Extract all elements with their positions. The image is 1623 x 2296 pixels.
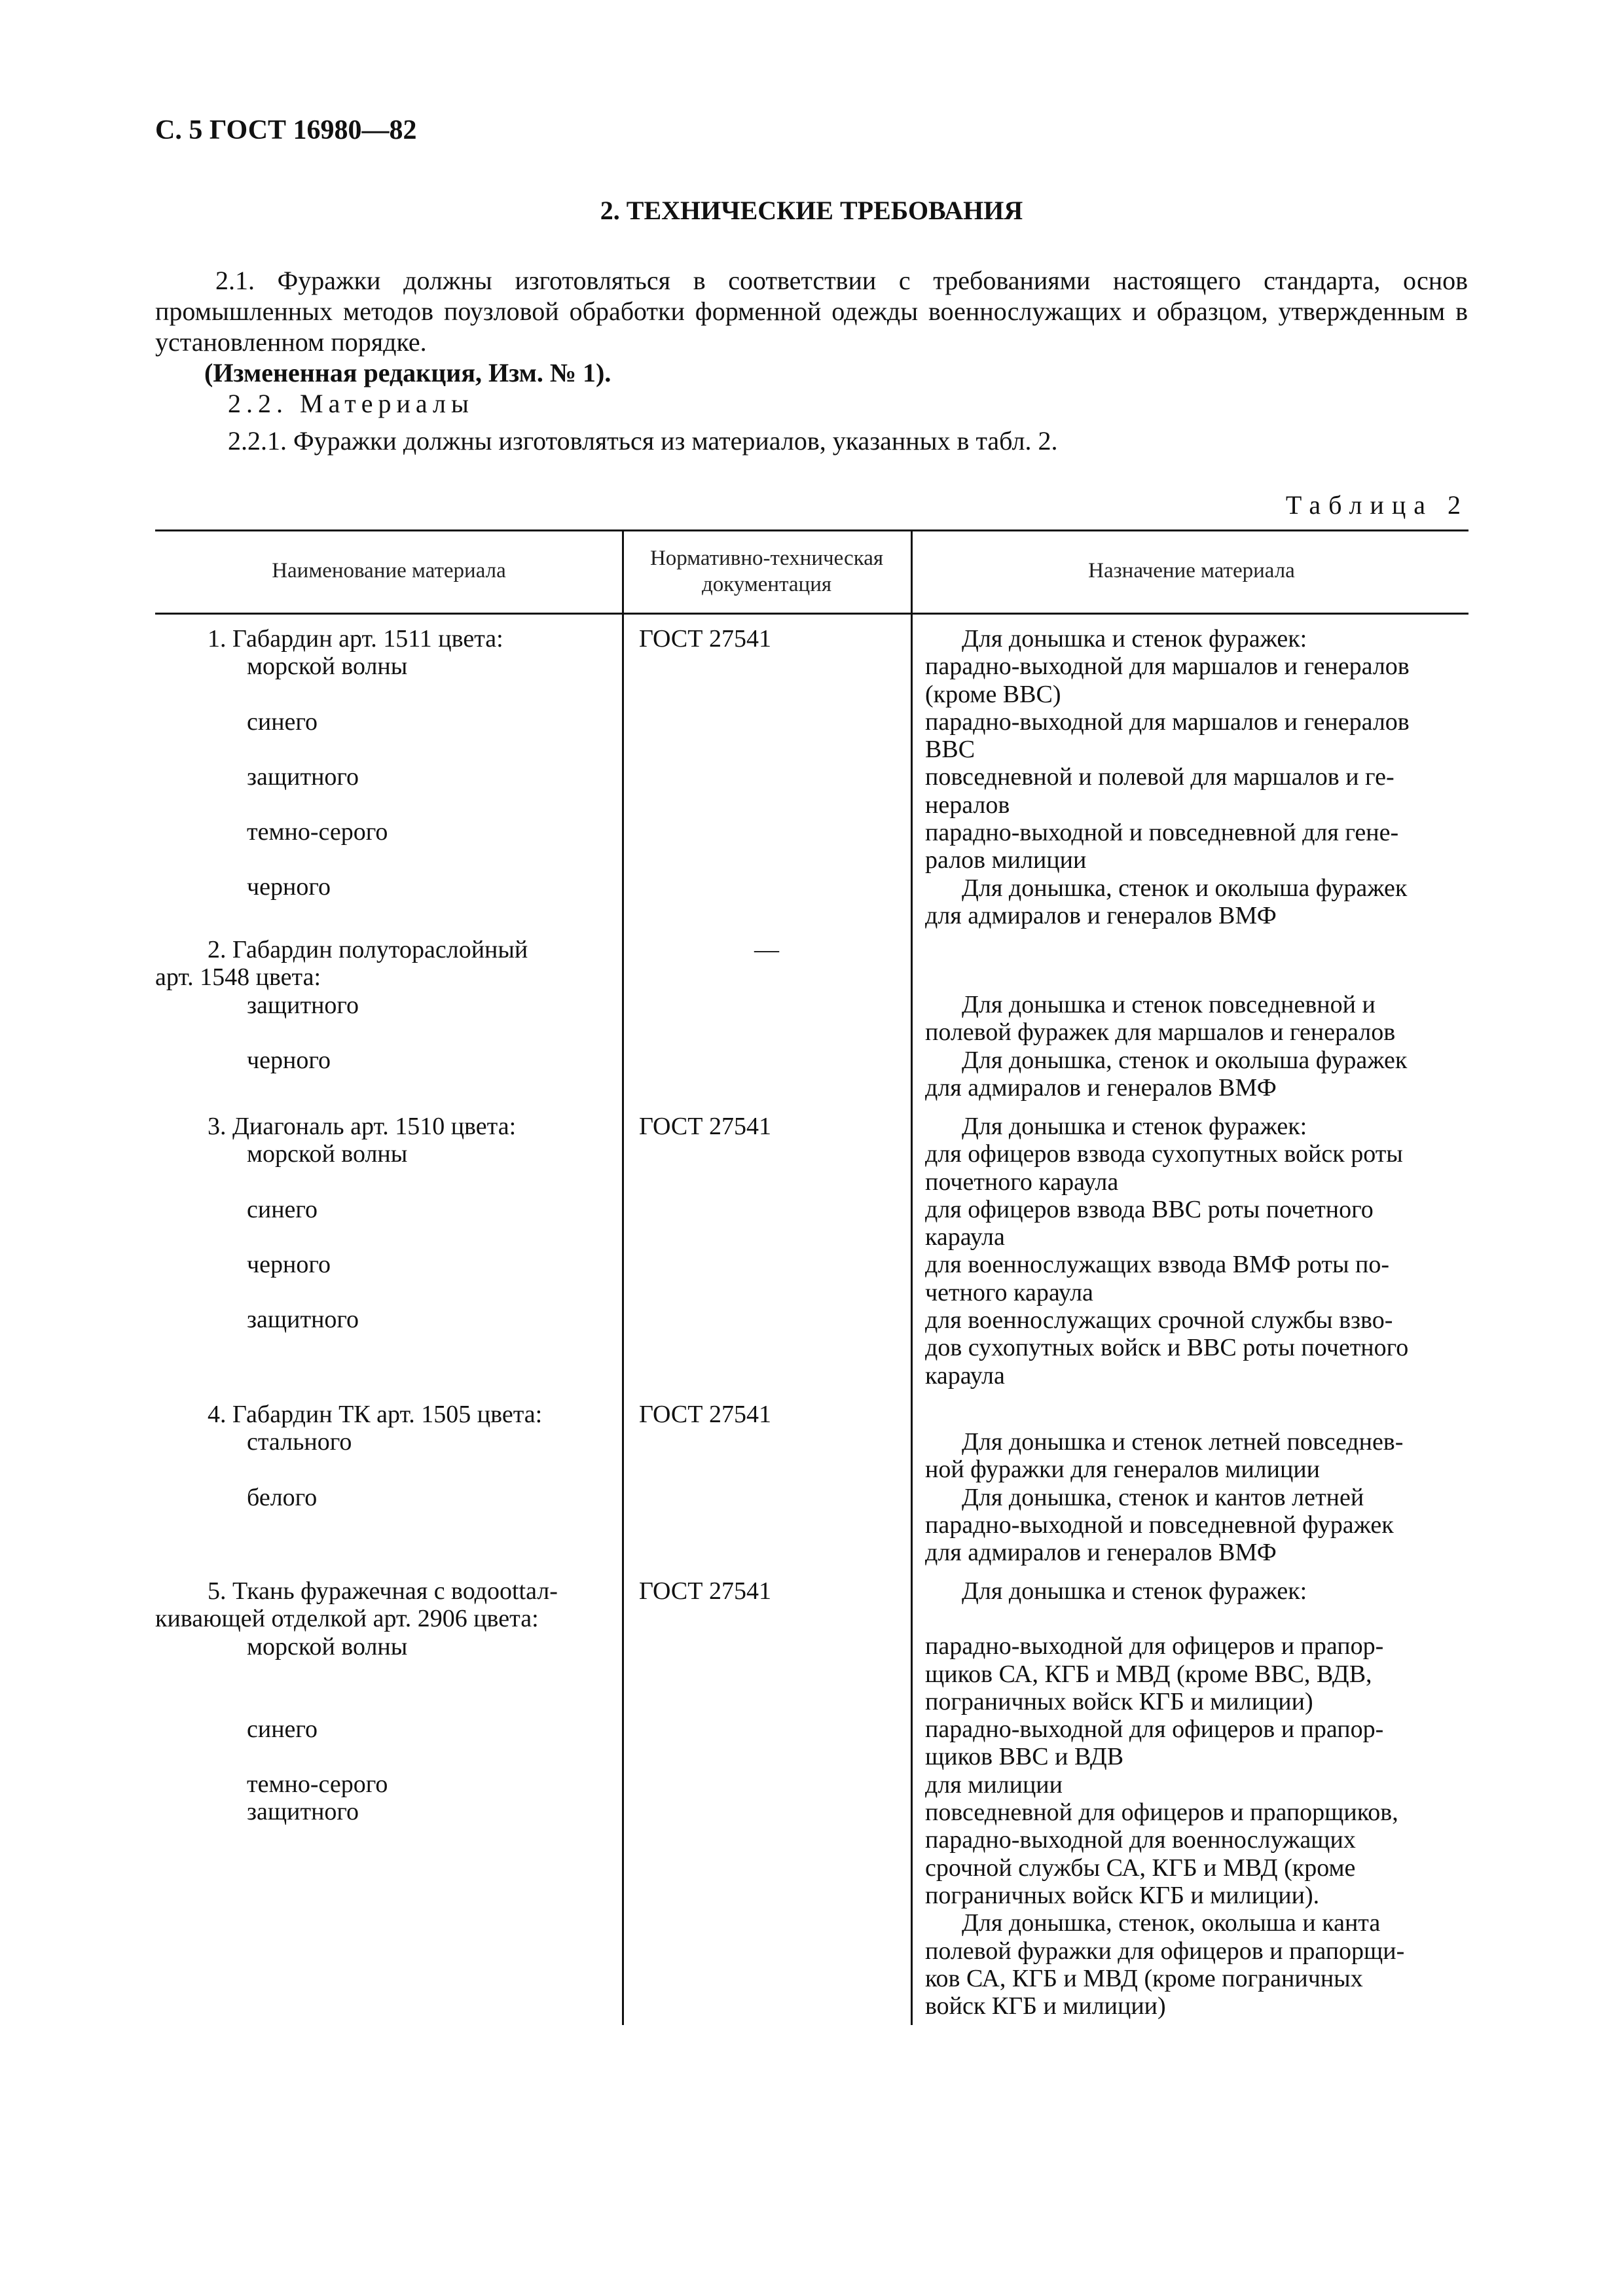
row-1-purpose	[925, 625, 1468, 929]
table-caption: Таблица 2	[1285, 490, 1468, 520]
text-line: морской волны	[247, 653, 408, 681]
text-line: синего	[247, 1195, 318, 1223]
section-title: 2. ТЕХНИЧЕСКИЕ ТРЕБОВАНИЯ	[600, 196, 1023, 225]
text-line: стального	[247, 1428, 352, 1456]
text-line: повседневной для офицеров и прапорщиков,	[925, 1799, 1398, 1827]
row-2-material	[155, 936, 613, 1074]
text-line: Для донышка, стенок и кантов летней	[962, 1483, 1364, 1511]
text-line: черного	[247, 873, 331, 901]
table-top-rule	[155, 529, 1468, 531]
text-line	[155, 1743, 613, 1770]
text-line: пограничных войск КГБ и милиции).	[925, 1881, 1320, 1909]
text-line: почетного караула	[925, 1168, 1119, 1196]
text-line: Для донышка и стенок фуражек:	[962, 1113, 1307, 1140]
text-line: кивающей отделкой арт. 2906 цвета:	[155, 1605, 539, 1633]
text-line	[155, 791, 613, 818]
text-line: Для донышка и стенок фуражек:	[962, 625, 1307, 653]
text-line: парадно-выходной для офицеров и прапор-	[925, 1715, 1384, 1744]
row-3-material	[155, 1113, 613, 1333]
text-line: арт. 1548 цвета:	[155, 963, 321, 992]
text-line: парадно-выходной и повседневной фуражек	[925, 1511, 1394, 1539]
text-line	[155, 1660, 613, 1688]
row-5-material	[155, 1577, 613, 1826]
row-1-doc: ГОСТ 27541	[639, 625, 771, 653]
text-line: Для донышка, стенок, околыша и канта	[962, 1909, 1381, 1937]
amendment-note: (Измененная редакция, Изм. № 1).	[204, 358, 611, 387]
paragraph-2-1: 2.1. Фуражки должны изготовляться в соответствии с требованиями настоящего стандарта, основ промышленных методов поузловой обработки форменной одежды военнослужащих и образцом, утвержденным в установленном порядке.	[155, 266, 1468, 357]
text-line: для адмиралов и генералов ВМФ	[925, 901, 1277, 929]
text-line: Для донышка и стенок фуражек:	[962, 1577, 1307, 1605]
text-line: черного	[247, 1046, 331, 1074]
text-line: темно-серого	[247, 1770, 388, 1799]
text-line: Для донышка и стенок летней повседнев-	[962, 1428, 1404, 1456]
text-line	[155, 846, 613, 873]
text-line	[925, 963, 1468, 991]
text-line: синего	[247, 708, 318, 736]
text-line: 2. Габардин полутораслойный	[208, 936, 528, 963]
row-1-material	[155, 625, 613, 901]
text-line	[155, 1688, 613, 1715]
row-5-doc: ГОСТ 27541	[639, 1577, 771, 1605]
text-line: ВВС	[925, 736, 976, 764]
text-line: повседневной и полевой для маршалов и ге-	[925, 763, 1395, 791]
text-line: морской волны	[247, 1140, 408, 1168]
text-line	[925, 1605, 1468, 1632]
text-line: срочной службы СА, КГБ и МВД (кроме	[925, 1854, 1356, 1882]
text-line: для военнослужащих взвода ВМФ роты по-	[925, 1251, 1389, 1279]
text-line: ной фуражки для генералов милиции	[925, 1456, 1320, 1484]
text-line: караула	[925, 1361, 1005, 1390]
page-header: С. 5 ГОСТ 16980—82	[155, 115, 417, 145]
paragraph-2-2-1: 2.2.1. Фуражки должны изготовляться из материалов, указанных в табл. 2.	[228, 426, 1058, 456]
table-header-rule	[155, 613, 1468, 615]
text-line: защитного	[247, 1798, 359, 1826]
text-line: 5. Ткань фуражечная с водоottал-	[208, 1577, 558, 1605]
text-line: нералов	[925, 791, 1010, 819]
text-line	[155, 681, 613, 708]
text-line: парадно-выходной и повседневной для гене-	[925, 819, 1399, 847]
text-line: Для донышка и стенок повседневной и	[962, 991, 1376, 1018]
text-line: щиков ВВС и ВДВ	[925, 1743, 1124, 1771]
row-3-purpose	[925, 1113, 1468, 1390]
text-line: 1. Габардин арт. 1511 цвета:	[208, 625, 503, 653]
text-line	[155, 736, 613, 763]
text-line: дов сухопутных войск и ВВС роты почетного	[925, 1334, 1409, 1362]
row-3-doc: ГОСТ 27541	[639, 1113, 771, 1140]
text-line: 4. Габардин ТК арт. 1505 цвета:	[208, 1401, 543, 1428]
text-line: черного	[247, 1250, 331, 1278]
table-col-divider-1	[622, 529, 624, 2025]
row-5-purpose	[925, 1577, 1468, 2020]
row-4-doc: ГОСТ 27541	[639, 1401, 771, 1428]
text-line: парадно-выходной для маршалов и генералов	[925, 653, 1410, 681]
paragraph-2-2: 2.2. Материалы	[228, 389, 474, 418]
text-line: войск КГБ и милиции)	[925, 1992, 1166, 2020]
text-line	[155, 1456, 613, 1484]
header-documentation: Нормативно-техническая документация	[649, 547, 884, 596]
row-2-purpose	[925, 936, 1468, 1102]
text-line	[925, 1401, 1468, 1428]
text-line	[925, 936, 1468, 963]
text-line: парадно-выходной для военнослужащих	[925, 1826, 1356, 1854]
text-line: для офицеров взвода сухопутных войск роты	[925, 1140, 1403, 1168]
text-line: темно-серого	[247, 818, 388, 846]
text-line: караула	[925, 1223, 1005, 1251]
text-line: для военнослужащих срочной службы взво-	[925, 1306, 1393, 1335]
text-line: Для донышка, стенок и околыша фуражек	[962, 1046, 1408, 1074]
text-line: Для донышка, стенок и околыша фуражек	[962, 874, 1408, 902]
text-line	[155, 1168, 613, 1196]
text-line: для офицеров взвода ВВС роты почетного	[925, 1195, 1374, 1223]
text-line: (кроме ВВС)	[925, 680, 1061, 708]
table-col-divider-2	[911, 529, 913, 2025]
row-2-doc: —	[754, 936, 779, 963]
text-line: полевой фуражки для офицеров и прапорщи-	[925, 1937, 1405, 1965]
text-line: ков СА, КГБ и МВД (кроме пограничных	[925, 1964, 1363, 1992]
row-4-purpose	[925, 1401, 1468, 1566]
text-line: для милиции	[925, 1770, 1063, 1799]
text-line: пограничных войск КГБ и милиции)	[925, 1687, 1313, 1715]
text-line: для адмиралов и генералов ВМФ	[925, 1073, 1277, 1102]
text-line: защитного	[247, 762, 359, 791]
text-line: полевой фуражек для маршалов и генералов	[925, 1018, 1396, 1047]
text-line: для адмиралов и генералов ВМФ	[925, 1539, 1277, 1567]
text-line: парадно-выходной для маршалов и генералов	[925, 708, 1410, 736]
text-line: парадно-выходной для офицеров и прапор-	[925, 1632, 1384, 1660]
text-line	[155, 1019, 613, 1047]
text-line: синего	[247, 1715, 318, 1743]
header-purpose: Назначение материала	[1088, 559, 1295, 583]
text-line: щиков СА, КГБ и МВД (кроме ВВС, ВДВ,	[925, 1660, 1372, 1688]
text-line: белого	[247, 1483, 318, 1511]
text-line: четного караула	[925, 1278, 1093, 1306]
text-line: защитного	[247, 1306, 359, 1334]
header-material: Наименование материала	[272, 559, 506, 583]
text-line	[155, 1278, 613, 1306]
text-line: 3. Диагональ арт. 1510 цвета:	[208, 1113, 517, 1140]
row-4-material	[155, 1401, 613, 1511]
text-line: ралов милиции	[925, 846, 1087, 874]
text-line: морской волны	[247, 1632, 408, 1660]
text-line: защитного	[247, 991, 359, 1019]
text-line	[155, 1223, 613, 1251]
